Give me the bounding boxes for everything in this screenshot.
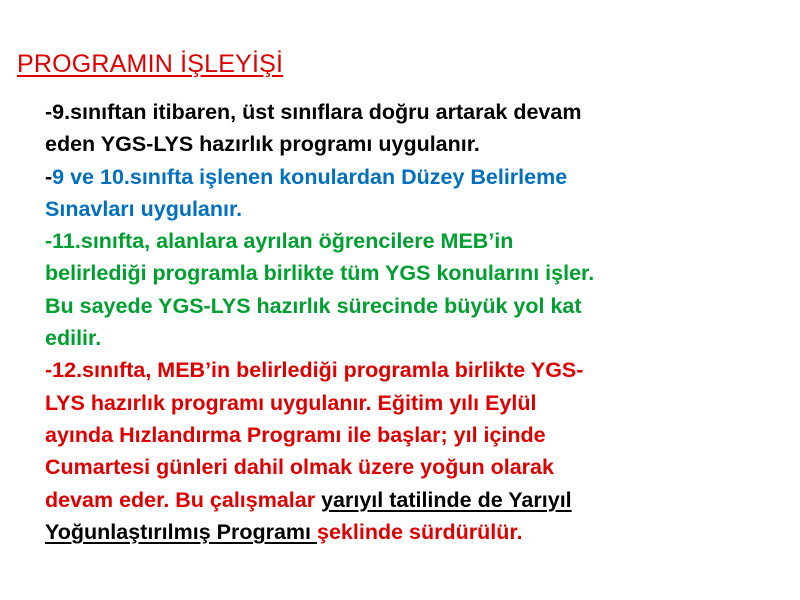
paragraph-line: eden YGS-LYS hazırlık programı uygulanır.: [45, 132, 480, 157]
paragraph-line: -9.sınıftan itibaren, üst sınıflara doğru artarak devam: [45, 100, 582, 124]
paragraph-line: Sınavları uygulanır.: [45, 196, 243, 221]
paragraph-12th-grade: [45, 354, 775, 548]
paragraph-line: belirlediği programla birlikte tüm YGS konularını işler.: [45, 261, 595, 286]
paragraph-line: [45, 161, 775, 193]
paragraph-11th-grade: [45, 225, 775, 354]
underlined-text: yarıyıl tatilinde de Yarıyıl: [321, 487, 572, 512]
slide-title: PROGRAMIN İŞLEYİŞİ: [17, 50, 284, 78]
paragraph-dash: -: [45, 164, 53, 189]
paragraph-line: [45, 516, 775, 548]
paragraph-line: ayında Hızlandırma Programı ile başlar; yıl içinde: [45, 422, 546, 447]
paragraph-line: [45, 484, 775, 516]
paragraph-text: şeklinde sürdürülür.: [317, 519, 523, 544]
paragraph-line: -11.sınıfta, alanlara ayrılan öğrencilere MEB’in: [45, 229, 514, 254]
paragraph-text: 9 ve 10.sınıfta işlenen konulardan Düzey Belirleme: [52, 164, 568, 189]
paragraph-line: Bu sayede YGS-LYS hazırlık sürecinde büyük yol kat: [45, 293, 582, 318]
paragraph-line: edilir.: [45, 326, 102, 351]
paragraph-text: devam eder. Bu çalışmalar: [45, 487, 322, 512]
paragraph-line: Cumartesi günleri dahil olmak üzere yoğun olarak: [45, 455, 554, 480]
underlined-text: Yoğunlaştırılmış Programı: [45, 519, 317, 544]
paragraph-9th-grade: [45, 96, 775, 161]
paragraph-9-10th-grade: [45, 161, 775, 226]
slide-body: [45, 96, 775, 548]
paragraph-line: LYS hazırlık programı uygulanır. Eğitim yılı Eylül: [45, 390, 537, 415]
paragraph-line: -12.sınıfta, MEB’in belirlediği programla birlikte YGS-: [45, 358, 584, 383]
